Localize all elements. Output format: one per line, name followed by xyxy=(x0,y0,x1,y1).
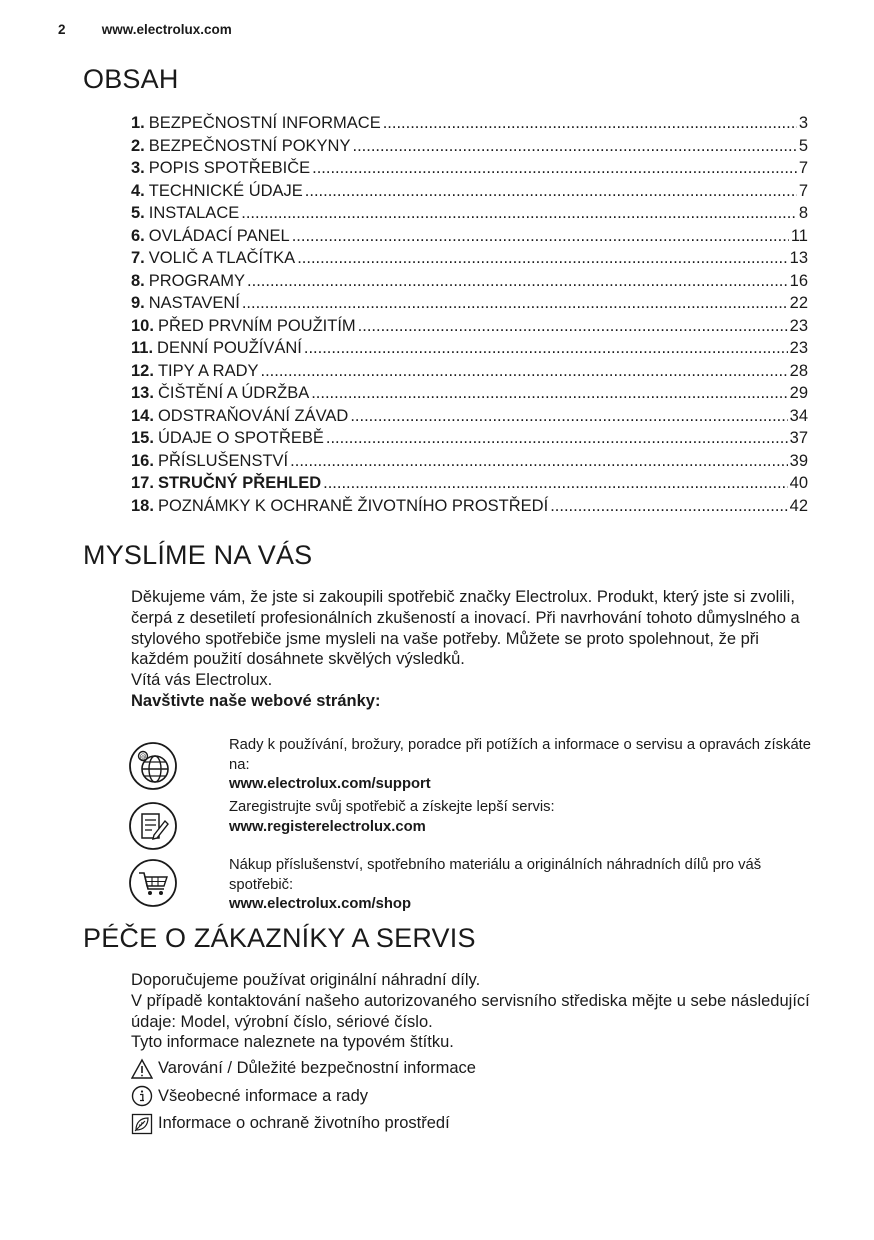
toc-entry-number: 16. xyxy=(131,451,154,470)
toc-entry-page: 7 xyxy=(798,181,808,200)
toc-entry-page: 8 xyxy=(798,204,808,222)
toc-entry-page: 7 xyxy=(798,159,808,177)
toc-entry-number: 18. xyxy=(131,496,154,515)
toc-entry-title: POZNÁMKY K OCHRANĚ ŽIVOTNÍHO PROSTŘEDÍ xyxy=(157,496,549,515)
link-shop-text: Nákup příslušenství, spotřebního materiálu a originálních náhradních dílů pro váš spotřebič: xyxy=(229,857,762,893)
toc-entry-number: 13. xyxy=(131,384,154,402)
toc-entry-page: 23 xyxy=(789,339,808,357)
toc-entry[interactable] xyxy=(131,180,808,203)
link-register-url[interactable]: www.registerelectrolux.com xyxy=(229,818,426,835)
toc-entry-page: 5 xyxy=(798,136,808,155)
toc-entry[interactable] xyxy=(131,135,808,158)
toc-entry[interactable] xyxy=(131,337,808,360)
toc-entry-title: PROGRAMY xyxy=(148,271,246,290)
toc-entry-title: ODSTRAŇOVÁNÍ ZÁVAD xyxy=(157,406,349,425)
toc-entry-number: 10. xyxy=(131,316,154,335)
toc-leader-dots xyxy=(323,472,788,495)
toc-entry-title: NASTAVENÍ xyxy=(148,294,240,312)
toc-entry-number: 9. xyxy=(131,294,145,312)
about-heading: MYSLÍME NA VÁS xyxy=(83,540,313,570)
page-number: 2 xyxy=(58,22,66,37)
legend-item-environment xyxy=(131,1110,476,1138)
header-site-link[interactable]: www.electrolux.com xyxy=(101,22,232,37)
leaf-icon xyxy=(131,1113,153,1135)
about-paragraph: Děkujeme vám, že jste si zakoupili spotřebič značky Electrolux. Produkt, který jste si zvolili, čerpá z desetiletí profesionálních zkušeností a inovací. Při navrhování tohoto důmyslného a stylového spotřebiče jsme mysleli na vaše potřeby. Můžete se proto spolehnout, že při každém použití dosáhnete skvělých výsledků. xyxy=(131,588,800,669)
toc-leader-dots xyxy=(326,427,788,450)
toc-entry-title: INSTALACE xyxy=(148,204,240,222)
toc-entry-number: 3. xyxy=(131,159,145,177)
shopping-cart-icon xyxy=(128,858,178,908)
toc-entry[interactable] xyxy=(131,247,808,270)
toc-leader-dots xyxy=(247,270,788,293)
info-icon xyxy=(131,1085,153,1107)
toc-entry-page: 37 xyxy=(789,429,808,447)
toc-entry-page: 22 xyxy=(789,294,808,312)
toc-leader-dots xyxy=(242,292,788,315)
toc-entry-page: 3 xyxy=(798,114,808,132)
symbol-legend xyxy=(131,1055,476,1138)
toc-entry-page: 34 xyxy=(789,406,808,425)
link-shop-url[interactable]: www.electrolux.com/shop xyxy=(229,896,411,912)
care-section xyxy=(131,970,821,1053)
toc-entry-title: ČIŠTĚNÍ A ÚDRŽBA xyxy=(157,384,310,402)
globe-icon xyxy=(128,741,178,791)
toc-entry[interactable] xyxy=(131,292,808,315)
toc-entry[interactable] xyxy=(131,427,808,450)
link-block-support xyxy=(128,736,818,798)
toc-entry-page: 40 xyxy=(789,474,808,492)
toc-leader-dots xyxy=(290,450,787,473)
care-heading: PÉČE O ZÁKAZNÍKY A SERVIS xyxy=(83,923,476,953)
toc-entry-page: 11 xyxy=(790,226,808,245)
toc-entry-number: 8. xyxy=(131,271,145,290)
toc-entry[interactable] xyxy=(131,382,808,405)
legend-item-warning xyxy=(131,1055,476,1083)
toc-entry-title: PŘÍSLUŠENSTVÍ xyxy=(157,451,289,470)
toc-entry[interactable] xyxy=(131,495,808,518)
warning-triangle-icon xyxy=(131,1058,153,1080)
toc-leader-dots xyxy=(305,180,797,203)
toc-entry-page: 29 xyxy=(789,384,808,402)
registration-form-icon xyxy=(128,801,178,851)
toc-entry-title: DENNÍ POUŽÍVÁNÍ xyxy=(157,339,302,357)
link-register-text: Zaregistrujte svůj spotřebič a získejte lepší servis: xyxy=(229,799,555,815)
about-section xyxy=(131,587,811,712)
toc-entry-number: 4. xyxy=(131,181,145,200)
toc-leader-dots xyxy=(297,247,787,270)
toc-entry[interactable] xyxy=(131,472,808,495)
toc-entry-title: POPIS SPOTŘEBIČE xyxy=(148,159,311,177)
toc-entry-number: 7. xyxy=(131,249,145,267)
about-welcome: Vítá vás Electrolux. xyxy=(131,671,273,690)
toc-entry-number: 12. xyxy=(131,361,154,380)
toc-entry[interactable] xyxy=(131,450,808,473)
toc-entry-title: TIPY A RADY xyxy=(157,361,259,380)
toc-entry[interactable] xyxy=(131,315,808,338)
legend-label: Varování / Důležité bezpečnostní informace xyxy=(158,1059,476,1078)
toc-entry-title: TECHNICKÉ ÚDAJE xyxy=(148,181,303,200)
toc-entry-number: 2. xyxy=(131,136,145,155)
toc-entry-title: VOLIČ A TLAČÍTKA xyxy=(148,249,296,267)
toc-entry-number: 5. xyxy=(131,204,145,222)
toc-leader-dots xyxy=(350,405,787,428)
toc-leader-dots xyxy=(312,157,797,180)
svg-text:@: @ xyxy=(139,752,147,761)
toc-entry[interactable] xyxy=(131,202,808,225)
toc-heading: OBSAH xyxy=(83,64,179,94)
toc-entry-title: BEZPEČNOSTNÍ POKYNY xyxy=(148,136,351,155)
toc-entry[interactable] xyxy=(131,270,808,293)
link-block-register xyxy=(128,798,818,856)
care-line: Doporučujeme používat originální náhradní díly. xyxy=(131,971,481,989)
toc-entry-number: 6. xyxy=(131,226,145,245)
link-support-text: Rady k používání, brožury, poradce při potížích a informace o servisu a opravách získáte na: xyxy=(229,737,812,773)
toc-entry-title: PŘED PRVNÍM POUŽITÍM xyxy=(157,316,356,335)
toc-entry-page: 13 xyxy=(789,249,808,267)
toc-entry[interactable] xyxy=(131,157,808,180)
toc-leader-dots xyxy=(311,382,787,405)
toc-entry-page: 42 xyxy=(789,496,808,515)
table-of-contents xyxy=(131,112,808,517)
page-header xyxy=(58,22,232,37)
legend-item-info xyxy=(131,1083,476,1111)
toc-entry-title: ÚDAJE O SPOTŘEBĚ xyxy=(157,429,324,447)
link-block-shop xyxy=(128,856,818,915)
toc-entry-title: BEZPEČNOSTNÍ INFORMACE xyxy=(148,114,381,132)
toc-entry-page: 16 xyxy=(789,271,808,290)
toc-leader-dots xyxy=(550,495,787,518)
toc-leader-dots xyxy=(261,360,788,383)
toc-leader-dots xyxy=(241,202,797,225)
toc-entry-number: 15. xyxy=(131,429,154,447)
toc-entry-title: STRUČNÝ PŘEHLED xyxy=(157,474,322,492)
care-line: Tyto informace naleznete na typovém štítku. xyxy=(131,1033,454,1052)
toc-entry-number: 11. xyxy=(131,339,154,357)
toc-leader-dots xyxy=(352,135,796,158)
toc-leader-dots xyxy=(383,112,797,135)
toc-entry[interactable] xyxy=(131,112,808,135)
toc-entry-number: 17. xyxy=(131,474,154,492)
toc-entry[interactable] xyxy=(131,405,808,428)
toc-leader-dots xyxy=(292,225,789,248)
website-links xyxy=(128,736,818,915)
toc-entry-title: OVLÁDACÍ PANEL xyxy=(148,226,290,245)
legend-label: Informace o ochraně životního prostředí xyxy=(158,1114,450,1133)
link-support-url[interactable]: www.electrolux.com/support xyxy=(229,776,431,792)
legend-label: Všeobecné informace a rady xyxy=(158,1086,369,1105)
toc-entry-page: 23 xyxy=(789,316,808,335)
toc-entry[interactable] xyxy=(131,225,808,248)
about-visit-label: Navštivte naše webové stránky: xyxy=(131,691,381,710)
toc-entry-number: 14. xyxy=(131,406,154,425)
toc-entry-number: 1. xyxy=(131,114,145,132)
toc-leader-dots xyxy=(304,337,788,360)
toc-entry-page: 39 xyxy=(789,451,808,470)
toc-leader-dots xyxy=(358,315,788,338)
care-line: V případě kontaktování našeho autorizovaného servisního střediska mějte u sebe následující údaje: Model, výrobní číslo, sériové číslo. xyxy=(131,991,810,1031)
toc-entry-page: 28 xyxy=(789,361,808,380)
toc-entry[interactable] xyxy=(131,360,808,383)
